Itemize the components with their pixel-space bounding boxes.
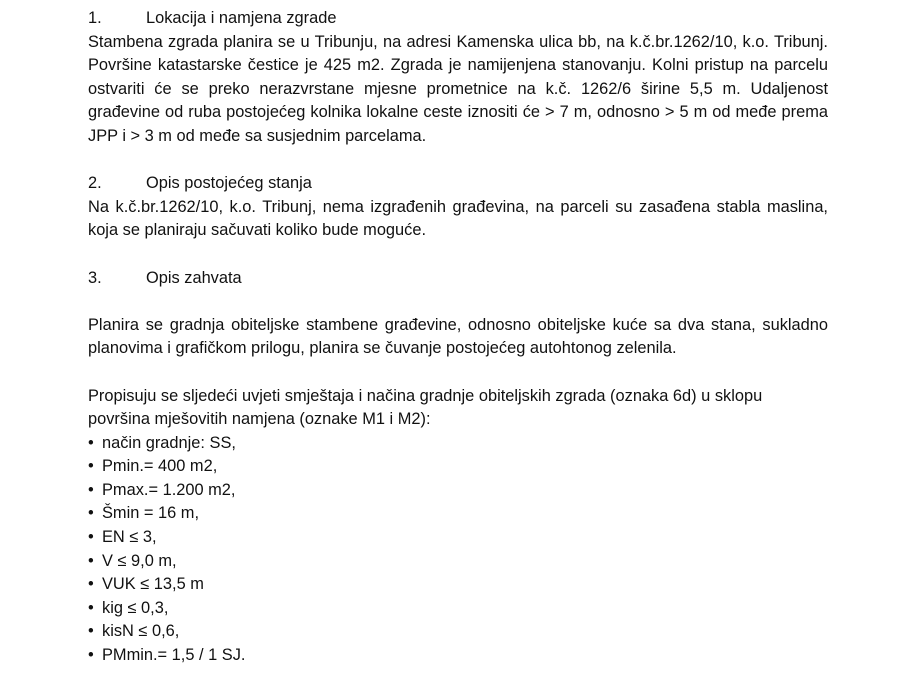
section-3-heading: [88, 267, 828, 291]
list-item: • kig ≤ 0,3,: [88, 597, 828, 621]
bullet-icon: •: [88, 646, 94, 665]
section-2-heading: [88, 172, 828, 196]
section-3-title: Opis zahvata: [146, 268, 242, 287]
bullet-icon: •: [88, 575, 94, 594]
spacer: [88, 149, 828, 173]
section-2-number: 2.: [88, 174, 102, 193]
section-3-conditions-intro: Propisuju se sljedeći uvjeti smještaja i načina gradnje obiteljskih zgrada (oznaka 6d) u sklopu površina mješovitih namjena (oznake M1 i M2):: [88, 386, 763, 429]
section-2-text: Na k.č.br.1262/10, k.o. Tribunj, nema izgrađenih građevina, na parceli su zasađena stabla maslina, koja se planiraju sačuvati koliko bude moguće.: [88, 197, 828, 240]
list-item: • VUK ≤ 13,5 m: [88, 573, 828, 597]
list-item: • način gradnje: SS,: [88, 432, 828, 456]
section-3-number: 3.: [88, 268, 102, 287]
list-item: • V ≤ 9,0 m,: [88, 550, 828, 574]
section-2-title: Opis postojećeg stanja: [146, 174, 312, 193]
bullet-icon: •: [88, 528, 94, 547]
spacer: [88, 361, 828, 385]
spacer: [88, 290, 828, 314]
list-item: • PMmin.= 1,5 / 1 SJ.: [88, 644, 828, 668]
bullet-icon: •: [88, 480, 94, 499]
section-1-number: 1.: [88, 9, 102, 27]
bullet-icon: •: [88, 622, 94, 641]
spacer: [88, 243, 828, 267]
section-3-text: Planira se gradnja obiteljske stambene građevine, odnosno obiteljske kuće sa dva stana, sukladno planovima i grafičkom prilogu, planira se čuvanje postojećeg autohtonog zelenila.: [88, 315, 828, 358]
bullet-icon: •: [88, 551, 94, 570]
list-item: • Šmin = 16 m,: [88, 502, 828, 526]
section-1-title: Lokacija i namjena zgrade: [146, 9, 337, 27]
bullet-icon: •: [88, 457, 94, 476]
bullet-icon: •: [88, 598, 94, 617]
list-item: • Pmin.= 400 m2,: [88, 455, 828, 479]
section-1-text: Stambena zgrada planira se u Tribunju, na adresi Kamenska ulica bb, na k.č.br.1262/10, k.o. Tribunj. Površine katastarske čestice je 425 m2. Zgrada je namijenjena stanovanju. Kolni pristup na parcelu ostvariti će se preko nerazvrstane mjesne prometnice na k.č. 1262/6 širine 5,5 m. Udaljenost građevine od ruba postojećeg kolnika lokalne ceste iznositi će > 7 m, odnosno > 5 m od međe prema JPP i > 3 m od međe sa susjednim parcelama.: [88, 32, 828, 145]
conditions-list: [88, 432, 828, 668]
list-item: • Pmax.= 1.200 m2,: [88, 479, 828, 503]
section-1-heading: [88, 7, 828, 31]
list-item: • kisN ≤ 0,6,: [88, 620, 828, 644]
list-item: • EN ≤ 3,: [88, 526, 828, 550]
bullet-icon: •: [88, 433, 94, 452]
document-page: [88, 7, 828, 668]
bullet-icon: •: [88, 504, 94, 523]
